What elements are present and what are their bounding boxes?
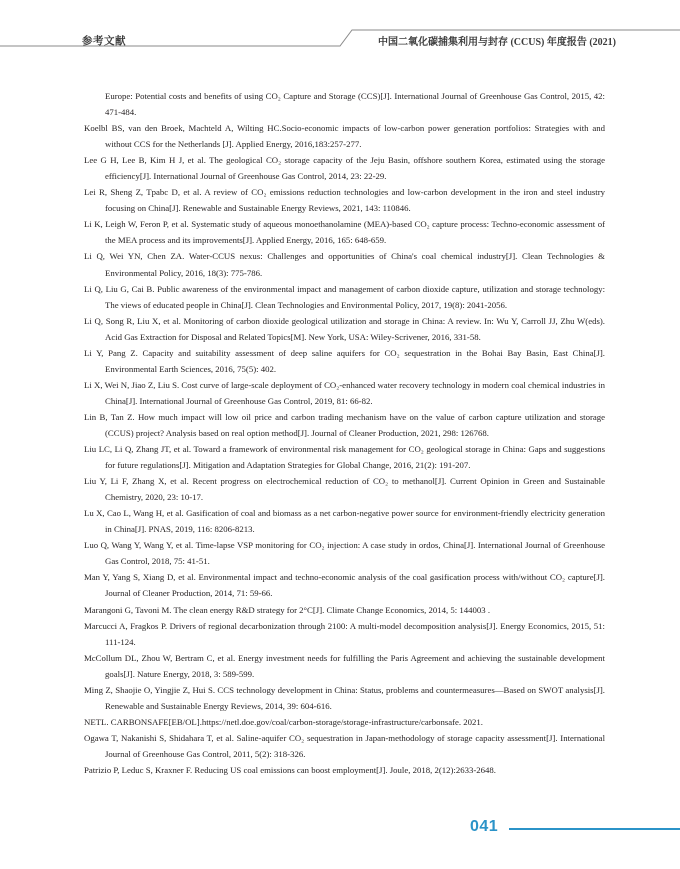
reference-entry: Marcucci A, Fragkos P. Drivers of regional decarbonization through 2100: A multi-model decomposition analysis[J]. Energy Economics, 2015, 51: 111-124. <box>84 620 605 647</box>
reference-entry: Li Q, Wei YN, Chen ZA. Water-CCUS nexus: Challenges and opportunities of China's coal chemical industry[J]. Clean Technologies & Environmental Policy, 2016, 18(3): 775-786. <box>84 251 605 278</box>
reference-list <box>84 88 605 778</box>
reference-entry: McCollum DL, Zhou W, Bertram C, et al. Energy investment needs for fulfilling the Paris Agreement and achieving the sustainable development goals[J]. Nature Energy, 2018, 3: 589-599. <box>84 652 605 679</box>
section-title: 参考文献 <box>82 36 126 47</box>
reference-entry: Liu LC, Li Q, Zhang JT, et al. Toward a framework of environmental risk management for CO₂ geological storage in China: Gaps and suggestions for future regulations[J]. Mitigation and Adaptation Strategies for Global Change, 2016, 21(2): 191-207. <box>84 444 605 471</box>
reference-entry: Europe: Potential costs and benefits of using CO₂ Capture and Storage (CCS)[J]. International Journal of Greenhouse Gas Control, 2015, 42: 471-484. <box>105 91 605 118</box>
reference-entry: Li Q, Song R, Liu X, et al. Monitoring of carbon dioxide geological utilization and storage in China: A review. In: Wu Y, Carroll JJ, Zhu W(eds). Acid Gas Extraction for Disposal and Related Topics[M]. New York, USA: Wiley-Scrivener, 2016, 331-58. <box>84 315 605 342</box>
reference-entry: Luo Q, Wang Y, Wang Y, et al. Time-lapse VSP monitoring for CO₂ injection: A case study in ordos, China[J]. International Journal of Greenhouse Gas Control, 2018, 75: 41-51. <box>84 540 605 567</box>
reference-entry: Li Y, Pang Z. Capacity and suitability assessment of deep saline aquifers for CO₂ sequestration in the Bohai Bay Basin, East China[J]. Environmental Earth Sciences, 2016, 75(5): 402. <box>84 347 605 374</box>
footer-accent-line <box>509 828 680 830</box>
reference-entry: Lin B, Tan Z. How much impact will low oil price and carbon trading mechanism have on the value of carbon capture utilization and storage (CCUS) project? Analysis based on real option method[J]. Journal of Cleaner Production, 2021, 298: 126768. <box>84 411 605 438</box>
reference-entry: Patrizio P, Leduc S, Kraxner F. Reducing US coal emissions can boost employment[J]. Joule, 2018, 2(12):2633-2648. <box>84 764 496 775</box>
reference-entry: Li X, Wei N, Jiao Z, Liu S. Cost curve of large-scale deployment of CO₂-enhanced water recovery technology in modern coal chemical industries in China[J]. International Journal of Greenhouse Gas Control, 2019, 81: 66-82. <box>84 379 605 406</box>
reference-entry: Ogawa T, Nakanishi S, Shidahara T, et al. Saline-aquifer CO₂ sequestration in Japan-methodology of storage capacity assessment[J]. International Journal of Greenhouse Gas Control, 2011, 5(2): 318-326. <box>84 732 605 759</box>
reference-entry: Liu Y, Li F, Zhang X, et al. Recent progress on electrochemical reduction of CO₂ to methanol[J]. Current Opinion in Green and Sustainable Chemistry, 2020, 23: 10-17. <box>84 476 605 503</box>
reference-entry: Li Q, Liu G, Cai B. Public awareness of the environmental impact and management of carbon dioxide capture, utilization and storage technology: The views of educated people in China[J]. Clean Technologies and Environmental Policy, 2017, 19(8): 2041-2056. <box>84 283 605 310</box>
reference-entry: NETL. CARBONSAFE[EB/OL].https://netl.doe.gov/coal/carbon-storage/storage-infrastructure/carbonsafe. 2021. <box>84 716 483 727</box>
page-number: 041 <box>470 818 499 835</box>
reference-entry: Lee G H, Lee B, Kim H J, et al. The geological CO₂ storage capacity of the Jeju Basin, offshore southern Korea, estimated using the storage efficiency[J]. International Journal of Greenhouse Gas Control, 2014, 23: 22-29. <box>84 155 605 182</box>
page-header <box>0 0 680 50</box>
reference-entry: Lu X, Cao L, Wang H, et al. Gasification of coal and biomass as a net carbon-negative power source for environment-friendly electricity generation in China[J]. PNAS, 2019, 116: 8206-8213. <box>84 508 605 535</box>
report-title: 中国二氧化碳捕集利用与封存 (CCUS) 年度报告 (2021) <box>377 37 616 48</box>
reference-entry: Lei R, Sheng Z, Tpabc D, et al. A review of CO₂ emissions reduction technologies and low-carbon development in the iron and steel industry focusing on China[J]. Renewable and Sustainable Energy Reviews, 2021, 143: 110846. <box>84 187 605 214</box>
reference-entry: Man Y, Yang S, Xiang D, et al. Environmental impact and techno-economic analysis of the coal gasification process with/without CO₂ capture[J]. Journal of Cleaner Production, 2014, 71: 59-66. <box>84 572 605 599</box>
reference-entry: Koelbl BS, van den Broek, Machteld A, Wilting HC.Socio-economic impacts of low-carbon power generation portfolios: Strategies with and without CCS for the Netherlands [J]. Applied Energy, 2016,183:257-277. <box>84 123 605 150</box>
reference-entry: Ming Z, Shaojie O, Yingjie Z, Hui S. CCS technology development in China: Status, problems and countermeasures—Based on SWOT analysis[J]. Renewable and Sustainable Energy Reviews, 2014, 39: 604-616. <box>84 684 605 711</box>
reference-entry: Marangoni G, Tavoni M. The clean energy R&D strategy for 2°C[J]. Climate Change Economics, 2014, 5: 144003 . <box>84 604 491 615</box>
reference-entry: Li K, Leigh W, Feron P, et al. Systematic study of aqueous monoethanolamine (MEA)-based CO₂ capture process: Techno-economic assessment of the MEA process and its improvements[J]. Applied Energy, 2016, 165: 648-659. <box>84 219 605 246</box>
